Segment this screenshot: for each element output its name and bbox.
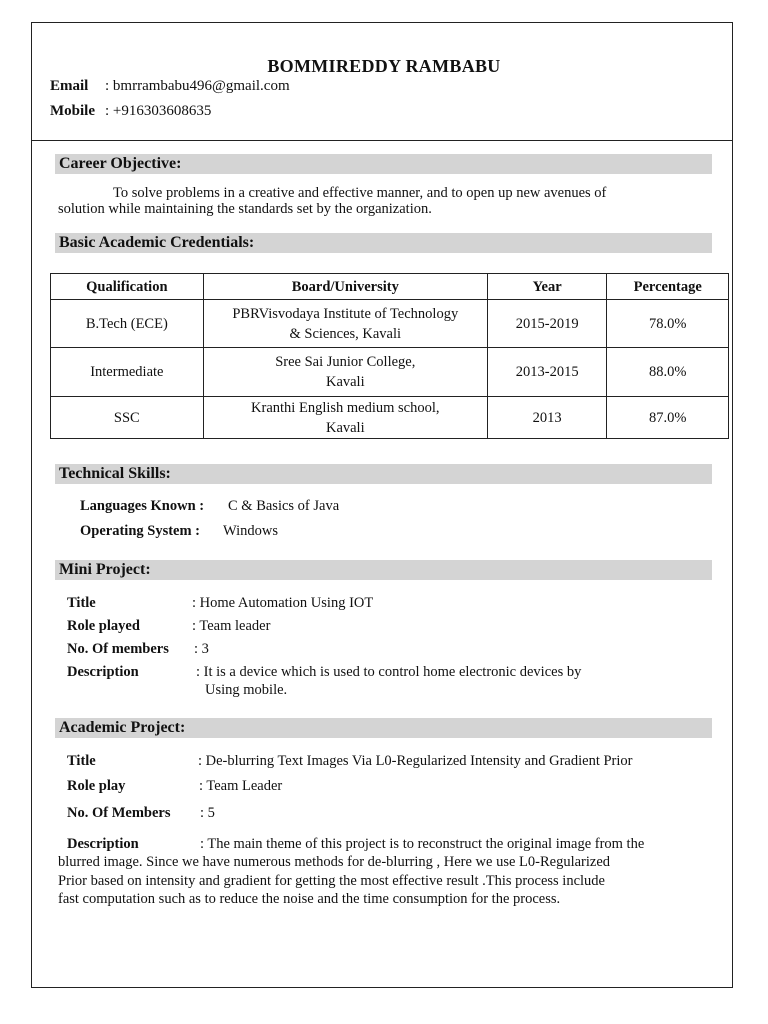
mini-members-label: No. Of members <box>67 641 169 657</box>
column-header-board: Board/University <box>203 274 487 300</box>
board-line2: Kavali <box>325 374 365 390</box>
column-header-percentage: Percentage <box>607 274 729 300</box>
board-line1: PBRVisvodaya Institute of Technology <box>232 305 459 322</box>
qualification-cell: Intermediate <box>51 348 204 397</box>
academic-title-label: Title <box>67 753 96 769</box>
academic-members-label: No. Of Members <box>67 805 171 821</box>
mobile-line <box>50 103 212 120</box>
operating-system-label: Operating System : <box>80 523 201 539</box>
mini-title-value: : Home Automation Using IOT <box>192 595 374 611</box>
board-cell <box>203 300 487 348</box>
percentage-cell: 88.0% <box>607 348 729 397</box>
board-cell <box>203 348 487 397</box>
email-line <box>50 78 290 95</box>
languages-value: C & Basics of Java <box>228 498 340 514</box>
mini-title-label: Title <box>67 595 96 611</box>
languages-label: Languages Known : <box>80 498 205 514</box>
mini-description-line1: : It is a device which is used to control home electronic devices by <box>196 664 582 680</box>
academic-role-value: : Team Leader <box>199 778 283 794</box>
academic-description-label: Description <box>67 836 139 852</box>
mobile-label: Mobile <box>50 103 95 119</box>
career-objective-heading-bar <box>55 154 712 174</box>
board-line1: Kranthi English medium school, <box>251 399 440 416</box>
academic-role-label: Role play <box>67 778 126 794</box>
table-row <box>51 397 729 439</box>
mini-project-heading-bar <box>55 560 712 580</box>
header-divider <box>31 140 733 141</box>
mini-description-line2: Using mobile. <box>205 682 288 698</box>
academic-title-value: : De-blurring Text Images Via L0-Regularized Intensity and Gradient Prior <box>198 753 633 769</box>
percentage-cell: 78.0% <box>607 300 729 348</box>
year-cell: 2013-2015 <box>487 348 607 397</box>
career-objective-line2: solution while maintaining the standards set by the organization. <box>58 201 432 217</box>
academic-credentials-table <box>50 273 729 439</box>
mini-role-label: Role played <box>67 618 140 634</box>
academic-description-line1: : The main theme of this project is to reconstruct the original image from the <box>200 836 645 852</box>
mini-role-value: : Team leader <box>192 618 271 634</box>
column-header-qualification: Qualification <box>51 274 204 300</box>
email-label: Email <box>50 78 89 94</box>
board-cell <box>203 397 487 439</box>
mobile-value: : +916303608635 <box>105 103 212 119</box>
board-line2: Kavali <box>325 419 365 436</box>
academic-description-line4: fast computation such as to reduce the noise and the time consumption for the process. <box>58 891 561 907</box>
table-row <box>51 348 729 397</box>
mini-members-value: : 3 <box>194 641 209 657</box>
academic-credentials-heading-bar <box>55 233 712 253</box>
academic-description-line3: Prior based on intensity and gradient for getting the most effective result .This process include <box>58 873 605 889</box>
table-row <box>51 300 729 348</box>
mini-description-label: Description <box>67 664 139 680</box>
academic-description-line2: blurred image. Since we have numerous methods for de-blurring , Here we use L0-Regularized <box>58 854 611 870</box>
qualification-cell: SSC <box>51 397 204 439</box>
board-line2: & Sciences, Kavali <box>289 325 402 342</box>
qualification-cell: B.Tech (ECE) <box>51 300 204 348</box>
candidate-name: BOMMIREDDY RAMBABU <box>267 56 501 76</box>
technical-skills-heading: Technical Skills: <box>59 465 171 482</box>
academic-credentials-heading: Basic Academic Credentials: <box>59 234 255 251</box>
academic-project-heading: Academic Project: <box>59 719 186 736</box>
technical-skills-heading-bar <box>55 464 712 484</box>
table-header-row <box>51 274 729 300</box>
board-line1: Sree Sai Junior College, <box>275 354 416 370</box>
email-value[interactable]: : bmrrambabu496@gmail.com <box>105 78 290 94</box>
career-objective-line1: To solve problems in a creative and effective manner, and to open up new avenues of <box>113 185 607 201</box>
academic-project-heading-bar <box>55 718 712 738</box>
operating-system-value: Windows <box>223 523 278 539</box>
column-header-year: Year <box>487 274 607 300</box>
year-cell: 2015-2019 <box>487 300 607 348</box>
mini-project-heading: Mini Project: <box>59 561 151 578</box>
academic-members-value: : 5 <box>200 805 215 821</box>
year-cell: 2013 <box>487 397 607 439</box>
percentage-cell: 87.0% <box>607 397 729 439</box>
career-objective-heading: Career Objective: <box>59 155 182 172</box>
